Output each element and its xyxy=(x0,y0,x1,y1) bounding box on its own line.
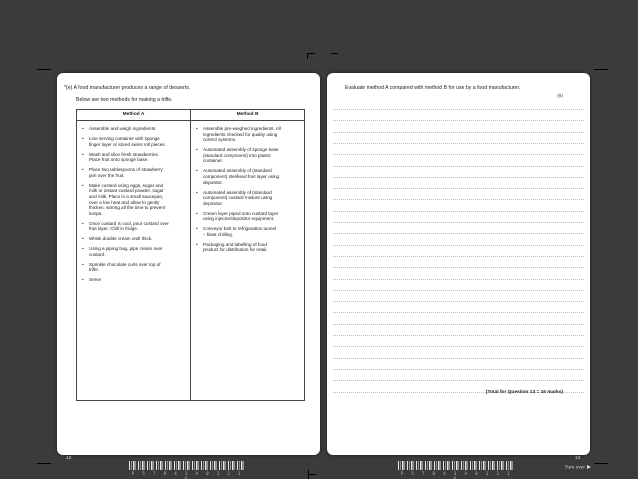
marks-label: (6) xyxy=(557,93,563,98)
answer-line xyxy=(333,335,584,336)
right-page xyxy=(327,73,590,455)
answer-line xyxy=(333,245,584,246)
barcode-text-left: P 5 7 8 4 3 A 0 1 2 1 6 xyxy=(131,471,244,479)
crop-mark xyxy=(594,69,608,70)
list-item: • Line serving container with sponge finger layer or sliced swiss roll pieces. xyxy=(81,136,186,147)
left-page xyxy=(57,73,320,455)
question-heading: *(e) A food manufacturer produces a range of desserts. xyxy=(64,85,191,91)
list-item: • Conveyor belt to refrigeration tunnel – blast chilling. xyxy=(195,226,300,237)
list-item: • Assemble and weigh ingredients. xyxy=(81,126,186,132)
answer-line xyxy=(333,358,584,359)
turn-over-label xyxy=(565,465,591,470)
page-number-right: 13 xyxy=(575,456,581,461)
answer-line xyxy=(333,188,584,189)
method-a-header: Method A xyxy=(77,110,191,121)
barcode-left xyxy=(129,461,246,470)
crop-mark xyxy=(307,53,315,54)
crop-mark xyxy=(594,463,608,464)
answer-line xyxy=(333,154,584,155)
list-item: • Wash and slice fresh strawberries. Place fruit onto sponge base. xyxy=(81,152,186,163)
crop-mark xyxy=(307,53,308,59)
list-item: • Automated assembly of (standard component) sterilised fruit layer using depositor. xyxy=(195,168,300,185)
barcode-text-right: P 5 7 8 4 3 A 0 1 3 1 6 xyxy=(400,471,513,479)
evaluate-question: Evaluate method A compared with method B for use by a food manufacturer. xyxy=(345,85,521,91)
list-item: • Using a piping bag, pipe cream over custard. xyxy=(81,246,186,257)
answer-line xyxy=(333,120,584,121)
list-item: • Cream layer piped onto custard layer using injector/depositor equipment. xyxy=(195,211,300,222)
question-total: (Total for Question 13 = 16 marks) xyxy=(485,390,563,395)
list-item: • Packaging and labelling of food product for distribution for retail. xyxy=(195,242,300,253)
list-item: • Make custard using eggs, sugar and milk or instant custard powder, sugar and milk. Place in a small saucepan, over a low heat and allow to gently thicken, stirring all the time to prevent lumps. xyxy=(81,183,186,217)
arrow-right-icon xyxy=(587,465,591,469)
question-intro: Below are two methods for making a trifle. xyxy=(76,97,173,103)
crop-mark xyxy=(331,53,338,54)
method-b-cell xyxy=(191,121,305,401)
answer-line xyxy=(333,324,584,325)
crop-mark xyxy=(37,69,51,70)
method-b-header: Method B xyxy=(191,110,305,121)
list-item: • Automated assembly of sponge base (standard component) into plastic container. xyxy=(195,147,300,164)
answer-line xyxy=(333,290,584,291)
list-item: • Sprinkle chocolate curls over top of trifle. xyxy=(81,262,186,273)
list-item: • Assemble pre-weighed ingredients. All ingredients checked for quality using control systems. xyxy=(195,126,300,143)
answer-line xyxy=(333,312,584,313)
answer-line xyxy=(333,132,584,133)
crop-mark xyxy=(308,474,316,475)
list-item: • Place two tablespoons of strawberry jam over the fruit. xyxy=(81,167,186,178)
answer-line xyxy=(333,199,584,200)
turn-over-text: Turn over xyxy=(564,465,585,471)
answer-line xyxy=(333,256,584,257)
answer-line xyxy=(333,346,584,347)
methods-table xyxy=(76,109,305,401)
method-b-steps xyxy=(195,126,300,253)
answer-line xyxy=(333,380,584,381)
page-number-left: 12 xyxy=(66,456,72,461)
answer-line xyxy=(333,143,584,144)
crop-mark xyxy=(37,463,51,464)
answer-line xyxy=(333,211,584,212)
method-a-steps xyxy=(81,126,186,283)
list-item: • Whisk double cream until thick. xyxy=(81,236,186,242)
answer-line xyxy=(333,233,584,234)
list-item: • Automated assembly of (standard component) custard mixture using depositor. xyxy=(195,190,300,207)
method-a-cell xyxy=(77,121,191,401)
list-item: • Serve xyxy=(81,277,186,283)
answer-line xyxy=(333,109,584,110)
answer-line xyxy=(333,369,584,370)
answer-line xyxy=(333,166,584,167)
answer-line xyxy=(333,177,584,178)
answer-line xyxy=(333,267,584,268)
answer-line xyxy=(333,279,584,280)
list-item: • Once custard is cool, pour custard over fruit layer. Chill in fridge. xyxy=(81,221,186,232)
answer-line xyxy=(333,222,584,223)
answer-line xyxy=(333,301,584,302)
barcode-right xyxy=(398,461,515,470)
